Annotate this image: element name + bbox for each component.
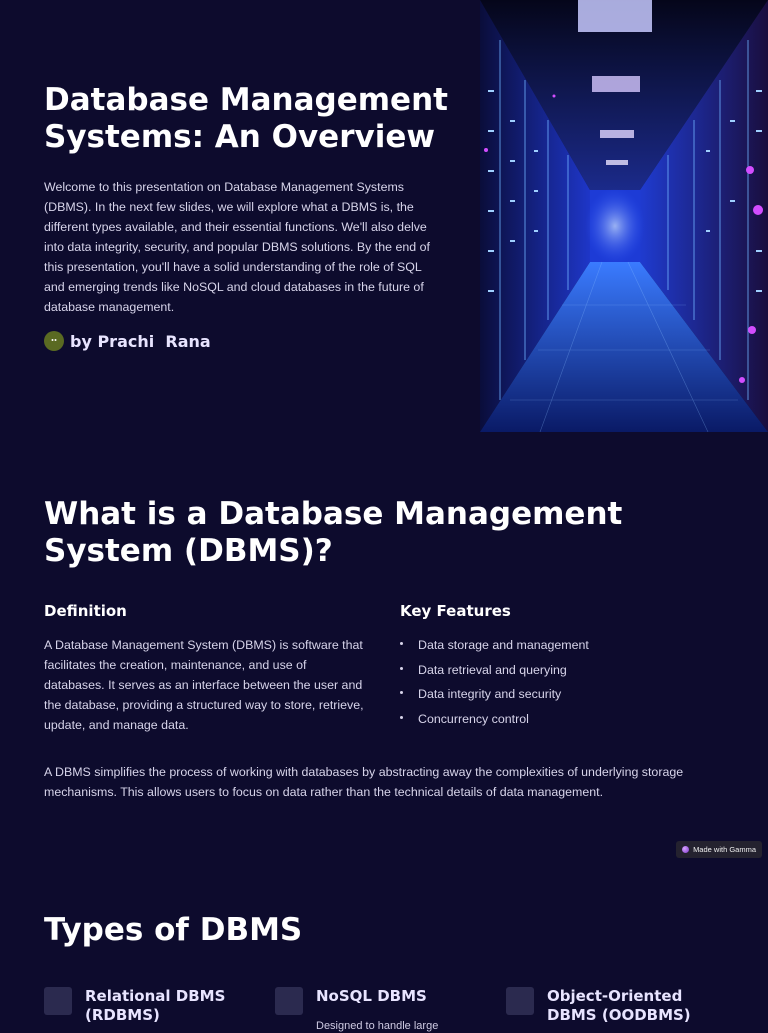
slide-overview — [0, 0, 768, 432]
summary-paragraph: A DBMS simplifies the process of working with databases by abstracting away the complexities of underlying storage mechanisms. This allows users to focus on data rather than the technical details of data management. — [44, 765, 684, 799]
list-item: Data integrity and security — [400, 684, 589, 709]
type-icon — [506, 987, 534, 1015]
slide-title: Database Management Systems: An Overview — [44, 82, 448, 155]
list-item: Concurrency control — [400, 709, 589, 734]
type-icon — [44, 987, 72, 1015]
list-item: Data retrieval and querying — [400, 660, 589, 685]
gamma-logo-icon — [682, 846, 689, 853]
definition-heading: Definition — [44, 602, 127, 620]
made-with-gamma-badge[interactable] — [676, 841, 762, 858]
list-item: Data storage and management — [400, 635, 589, 660]
avatar — [44, 331, 64, 351]
key-features-list — [400, 635, 589, 733]
type-icon — [275, 987, 303, 1015]
avatar-face-icon — [48, 335, 60, 347]
slide-title: What is a Database Management System (DBMS)? — [44, 496, 623, 569]
type-card-nosql — [275, 987, 500, 1032]
key-features-heading: Key Features — [400, 602, 511, 620]
slide-what-is-dbms — [0, 432, 768, 862]
server-corridor-image — [480, 0, 768, 432]
type-description: Designed to handle large — [316, 1020, 439, 1032]
type-card-oodbms — [506, 987, 731, 1027]
type-name: Relational DBMS (RDBMS) — [85, 987, 226, 1024]
author-name: by Prachi Rana — [70, 331, 211, 351]
type-name: NoSQL DBMS — [316, 987, 427, 1005]
slide-title: Types of DBMS — [44, 912, 303, 948]
definition-text: A Database Management System (DBMS) is software that facilitates the creation, maintenance, and use of databases. It serves as an interface between the user and the database, providing a structured way to store, retrieve, update, and manage data. — [44, 638, 364, 732]
type-card-rdbms — [44, 987, 269, 1027]
badge-label: Made with Gamma — [693, 845, 756, 854]
author-line — [44, 330, 211, 352]
slide-types-of-dbms — [0, 862, 768, 1032]
type-name: Object-Oriented DBMS (OODBMS) — [547, 987, 691, 1024]
intro-paragraph: Welcome to this presentation on Database Management Systems (DBMS). In the next few slides, we will explore what a DBMS is, the different types available, and their essential functions. We'll also delve into data integrity, security, and popular DBMS solutions. By the end of this presentation, you'll have a solid understanding of the role of SQL and emerging trends like NoSQL and cloud databases in the future of database management. — [44, 180, 430, 314]
